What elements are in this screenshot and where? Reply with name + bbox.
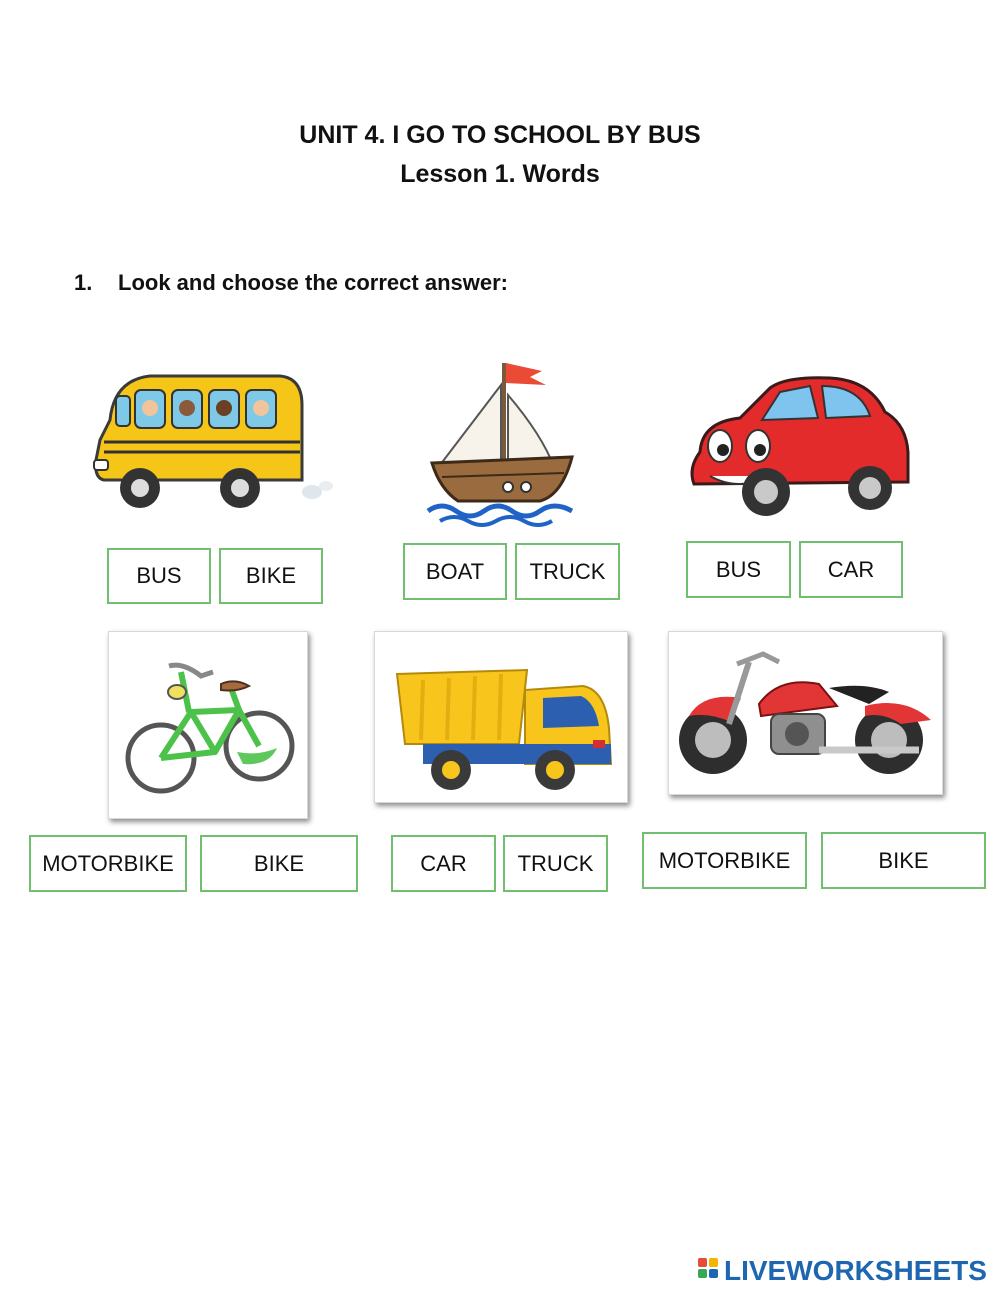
item-2-option-boat[interactable]: BOAT (403, 543, 507, 600)
red-car-icon (680, 352, 915, 530)
red-car-picture (680, 352, 915, 530)
sailboat-icon (422, 355, 582, 527)
logo-square-icon (709, 1269, 718, 1278)
dump-truck-icon (375, 632, 627, 802)
item-4-option-bike[interactable]: BIKE (200, 835, 358, 892)
green-bicycle-picture (108, 631, 308, 819)
brand-name: LIVEWORKSHEETS (724, 1255, 987, 1286)
dump-truck-picture (374, 631, 628, 803)
item-2-option-truck[interactable]: TRUCK (515, 543, 620, 600)
logo-square-icon (698, 1269, 707, 1278)
item-3-option-car[interactable]: CAR (799, 541, 903, 598)
sailboat-picture (422, 355, 582, 527)
green-bicycle-icon (109, 632, 307, 818)
item-6-option-motorbike[interactable]: MOTORBIKE (642, 832, 807, 889)
item-4-option-motorbike[interactable]: MOTORBIKE (29, 835, 187, 892)
item-5-option-car[interactable]: CAR (391, 835, 496, 892)
logo-square-icon (698, 1258, 707, 1267)
item-1-option-bus[interactable]: BUS (107, 548, 211, 604)
school-bus-picture (80, 360, 340, 530)
lesson-title: Lesson 1. Words (400, 160, 600, 188)
liveworksheets-logo (698, 1255, 994, 1287)
red-motorcycle-picture (668, 631, 943, 795)
logo-square-icon (709, 1258, 718, 1267)
item-6-option-bike[interactable]: BIKE (821, 832, 986, 889)
unit-title: UNIT 4. I GO TO SCHOOL BY BUS (299, 121, 701, 149)
instruction-number: 1. (74, 270, 93, 295)
item-5-option-truck[interactable]: TRUCK (503, 835, 608, 892)
item-1-option-bike[interactable]: BIKE (219, 548, 323, 604)
instruction (74, 270, 508, 296)
instruction-text: Look and choose the correct answer: (118, 270, 508, 295)
red-motorcycle-icon (669, 632, 942, 794)
item-3-option-bus[interactable]: BUS (686, 541, 791, 598)
school-bus-icon (80, 360, 340, 530)
